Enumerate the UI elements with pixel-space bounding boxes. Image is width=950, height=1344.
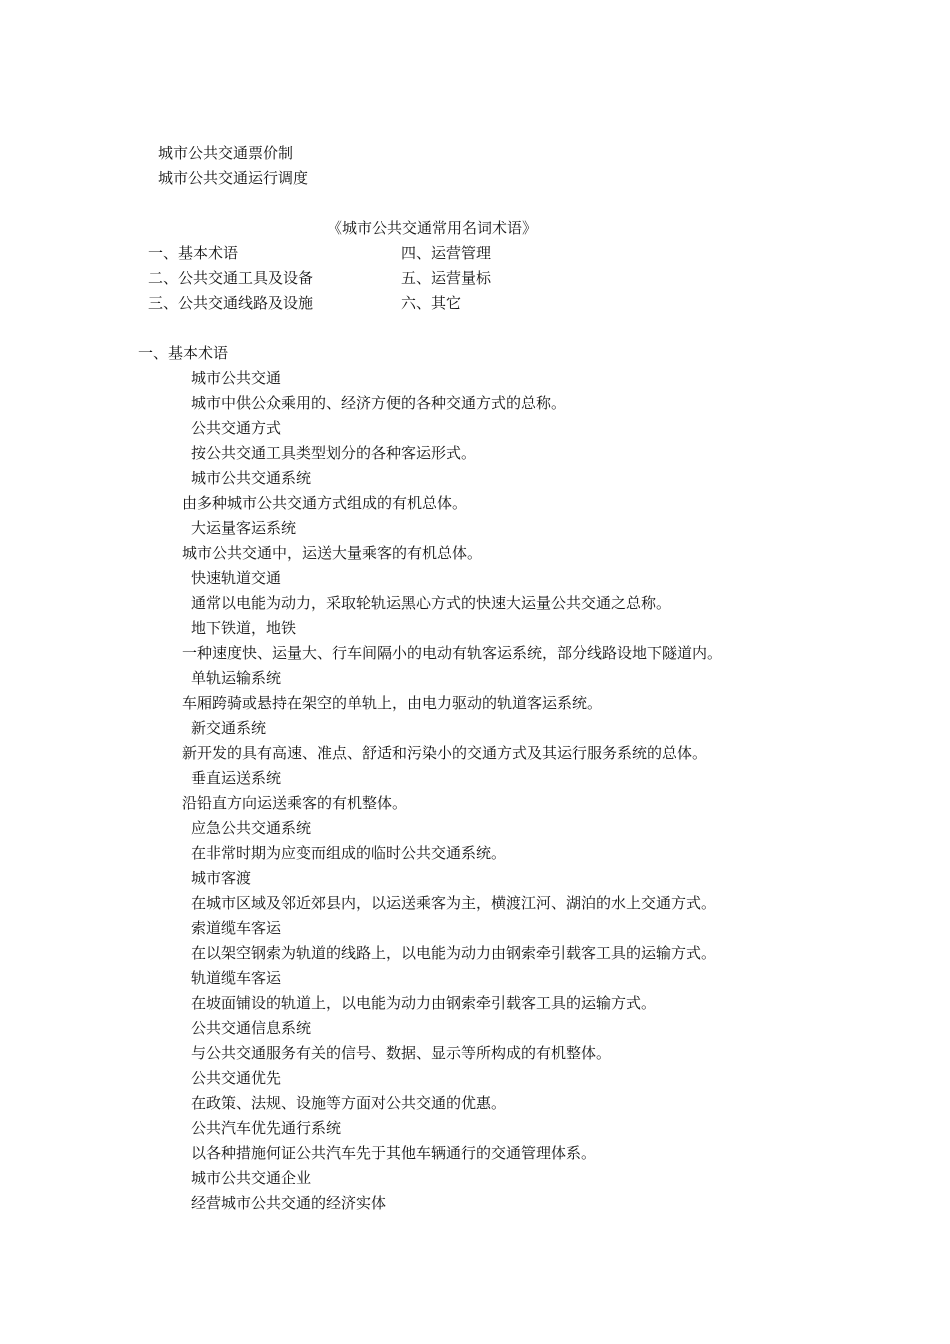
toc-row <box>148 268 492 288</box>
toc-item: 五、运营量标 <box>401 269 492 287</box>
toc-item: 四、运营管理 <box>401 244 492 262</box>
term-name: 公共交通方式 <box>191 419 282 437</box>
toc-item: 六、其它 <box>401 294 462 312</box>
term-definition: 在以架空钢索为轨道的线路上，以电能为动力由钢索牵引载客工具的运输方式。 <box>191 944 717 962</box>
toc-item: 三、公共交通线路及设施 <box>148 294 314 312</box>
term-name: 单轨运输系统 <box>191 669 282 687</box>
term-name: 城市公共交通 <box>191 369 282 387</box>
preface-line: 城市公共交通票价制 <box>158 144 294 162</box>
term-definition: 在城市区域及邻近郊县内，以运送乘客为主，横渡江河、湖泊的水上交通方式。 <box>191 894 717 912</box>
term-definition: 通常以电能为动力，采取轮轨运黑心方式的快速大运量公共交通之总称。 <box>191 594 672 612</box>
term-definition: 沿铅直方向运送乘客的有机整体。 <box>182 794 408 812</box>
term-name: 公共汽车优先通行系统 <box>191 1119 342 1137</box>
term-definition: 以各种措施何证公共汽车先于其他车辆通行的交通管理体系。 <box>191 1144 597 1162</box>
term-definition: 经营城市公共交通的经济实体 <box>191 1194 387 1212</box>
term-name: 轨道缆车客运 <box>191 969 282 987</box>
term-definition: 一种速度快、运量大、行车间隔小的电动有轨客运系统，部分线路设地下隧道内。 <box>182 644 723 662</box>
term-name: 应急公共交通系统 <box>191 819 312 837</box>
term-name: 新交通系统 <box>191 719 267 737</box>
term-name: 索道缆车客运 <box>191 919 282 937</box>
section-heading: 一、基本术语 <box>138 344 229 362</box>
term-name: 快速轨道交通 <box>191 569 282 587</box>
term-definition: 车厢跨骑或悬持在架空的单轨上，由电力驱动的轨道客运系统。 <box>182 694 603 712</box>
term-definition: 在坡面铺设的轨道上，以电能为动力由钢索牵引载客工具的运输方式。 <box>191 994 657 1012</box>
document-title: 《城市公共交通常用名词术语》 <box>327 219 538 237</box>
preface-line: 城市公共交通运行调度 <box>158 169 309 187</box>
term-name: 城市客渡 <box>191 869 252 887</box>
term-name: 城市公共交通企业 <box>191 1169 312 1187</box>
term-name: 公共交通优先 <box>191 1069 282 1087</box>
term-definition: 在政策、法规、设施等方面对公共交通的优惠。 <box>191 1094 507 1112</box>
term-name: 大运量客运系统 <box>191 519 297 537</box>
term-name: 垂直运送系统 <box>191 769 282 787</box>
term-definition: 在非常时期为应变而组成的临时公共交通系统。 <box>191 844 507 862</box>
term-definition: 由多种城市公共交通方式组成的有机总体。 <box>182 494 468 512</box>
toc-item: 二、公共交通工具及设备 <box>148 269 314 287</box>
term-definition: 新开发的具有高速、准点、舒适和污染小的交通方式及其运行服务系统的总体。 <box>182 744 708 762</box>
term-name: 城市公共交通系统 <box>191 469 312 487</box>
term-name: 公共交通信息系统 <box>191 1019 312 1037</box>
term-definition: 按公共交通工具类型划分的各种客运形式。 <box>191 444 477 462</box>
term-definition: 城市公共交通中，运送大量乘客的有机总体。 <box>182 544 483 562</box>
term-definition: 城市中供公众乘用的、经济方便的各种交通方式的总称。 <box>191 394 567 412</box>
term-definition: 与公共交通服务有关的信号、数据、显示等所构成的有机整体。 <box>191 1044 612 1062</box>
term-name: 地下铁道，地铁 <box>191 619 297 637</box>
toc-item: 一、基本术语 <box>148 244 239 262</box>
toc-row <box>148 243 492 263</box>
toc-row <box>148 293 462 313</box>
